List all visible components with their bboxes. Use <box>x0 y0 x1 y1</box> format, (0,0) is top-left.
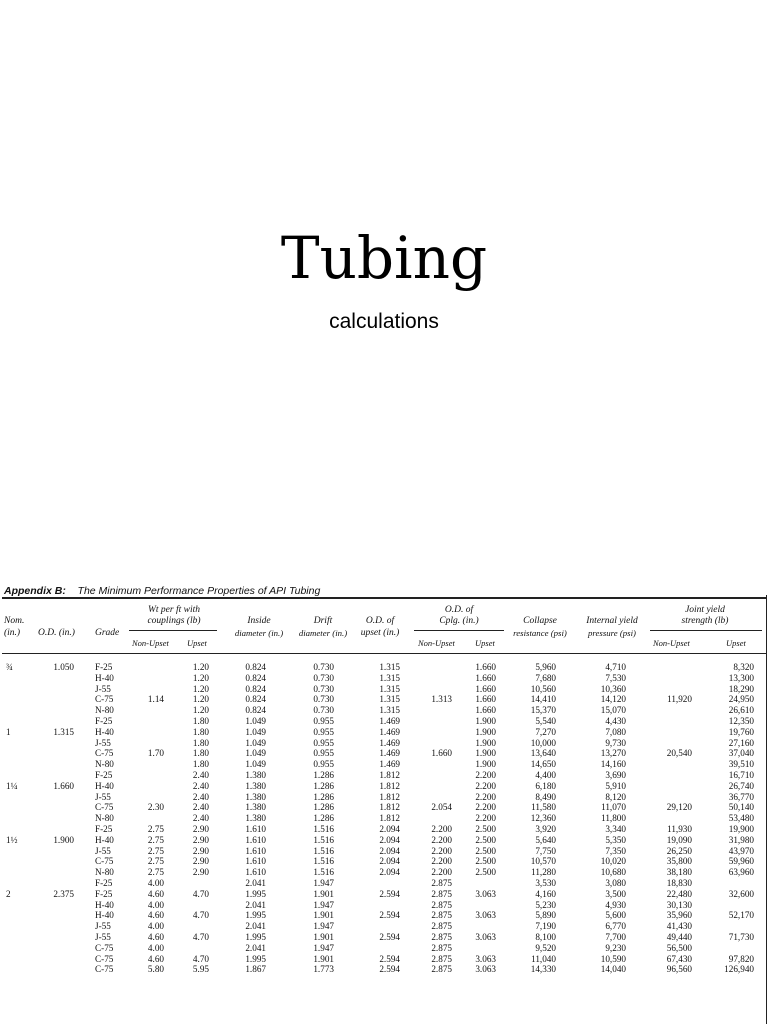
hdr-id: Inside <box>247 616 271 626</box>
col-wt-nonupset: 1.14 1.70 2.30 2.75 2.75 2.75 2.75 2.75 4.00 4.60 4.00 4.60 4.00 4.60 4.00 4.60 5.80 <box>147 694 164 975</box>
hdr-odupset: O.D. of <box>365 616 395 626</box>
right-edge-line <box>766 595 767 1024</box>
col-joint-nonupset: 11,920 20,540 29,120 11,930 19,090 26,250 35,800 38,180 18,830 22,480 30,130 35,960 41,430 49,440 56,500 67,430 96,560 <box>666 694 692 975</box>
col-wt-upset: 1.20 1.20 1.20 1.20 1.20 1.80 1.80 1.80 1.80 1.80 2.40 2.40 2.40 2.40 2.40 2.90 2.90 2.90 2.90 2.90 4.70 4.70 4.70 4.70 5.95 <box>192 662 209 975</box>
col-od: 1.050 1.315 1.660 1.900 2.375 <box>53 662 74 899</box>
col-grade: F-25 H-40 J-55 C-75 N-80 F-25 H-40 J-55 C-75 N-80 F-25 H-40 J-55 C-75 N-80 F-25 H-40 J-55 C-75 N-80 F-25 F-25 H-40 H-40 J-55 J-55 C-75 C-75 C-75 <box>95 662 114 975</box>
hdr-wt: Wt per ft with <box>148 605 200 615</box>
hdr-nom-unit: (in.) <box>4 628 21 638</box>
hdr-odupset2: upset (in.) <box>360 628 400 638</box>
hdr-nom: Nom. <box>4 616 25 626</box>
hdr-cplg2: Cplg. (in.) <box>439 616 479 626</box>
col-nom: ¾ 1 1¼ 1½ 2 <box>6 662 18 899</box>
hdr-cplg-upset: Upset <box>475 638 495 648</box>
hdr-od: O.D. (in.) <box>38 628 75 638</box>
hdr-cplg: O.D. of <box>444 605 474 615</box>
col-internal: 4,710 7,530 10,360 14,120 15,070 4,430 7,080 9,730 13,270 14,160 3,690 5,910 8,120 11,070 11,800 3,340 5,350 7,350 10,020 10,680 3,080 3,500 4,930 5,600 6,770 7,700 9,230 10,590 14,040 <box>600 662 626 975</box>
hdr-wt-nonupset: Non-Upset <box>132 638 169 648</box>
cplg-subrule <box>414 630 504 631</box>
col-collapse: 5,960 7,680 10,560 14,410 15,370 5,540 7,270 10,000 13,640 14,650 4,400 6,180 8,490 11,580 12,360 3,920 5,640 7,750 10,570 11,280 3,530 4,160 5,230 5,890 7,190 8,100 9,520 11,040 14,330 <box>530 662 556 975</box>
hdr-drift: Drift <box>313 616 333 626</box>
header-bottom-rule <box>2 653 766 654</box>
slide-subtitle: calculations <box>329 310 439 333</box>
col-cplg-upset: 1.660 1.660 1.660 1.660 1.660 1.900 1.900 1.900 1.900 1.900 2.200 2.200 2.200 2.200 2.200 2.500 2.500 2.500 2.500 2.500 3.063 3.063 3.063 3.063 3.063 <box>475 662 496 975</box>
wt-subrule <box>129 630 217 631</box>
hdr-collapse2: resistance (psi) <box>513 628 567 638</box>
hdr-joint: Joint yield <box>685 605 725 615</box>
appendix-caption <box>4 585 320 597</box>
col-cplg-nonupset: 1.313 1.660 2.054 2.200 2.200 2.200 2.200 2.200 2.875 2.875 2.875 2.875 2.875 2.875 2.875 2.875 2.875 <box>431 694 452 975</box>
hdr-joint-nonupset: Non-Upset <box>653 638 690 648</box>
col-id: 0.824 0.824 0.824 0.824 0.824 1.049 1.049 1.049 1.049 1.049 1.380 1.380 1.380 1.380 1.380 1.610 1.610 1.610 1.610 1.610 2.041 1.995 2.041 1.995 2.041 1.995 2.041 1.995 1.867 <box>245 662 266 975</box>
hdr-wt-upset: Upset <box>187 638 207 648</box>
appendix-label: Appendix B: <box>4 585 66 597</box>
hdr-internal: Internal yield <box>586 616 638 626</box>
col-joint-upset: 8,320 13,300 18,290 24,950 26,610 12,350 19,760 27,160 37,040 39,510 16,710 26,740 36,770 50,140 53,480 19,900 31,980 43,970 59,960 63,960 32,600 52,170 71,730 97,820 126,940 <box>724 662 754 975</box>
slide-title: Tubing <box>280 224 488 292</box>
appendix-table-image <box>0 583 768 1024</box>
hdr-internal2: pressure (psi) <box>588 628 636 638</box>
hdr-joint2: strength (lb) <box>681 616 729 626</box>
top-rule <box>2 597 766 599</box>
hdr-cplg-nonupset: Non-Upset <box>418 638 455 648</box>
joint-subrule <box>650 630 762 631</box>
hdr-grade: Grade <box>95 628 120 638</box>
col-odupset: 1.315 1.315 1.315 1.315 1.315 1.469 1.469 1.469 1.469 1.469 1.812 1.812 1.812 1.812 1.812 2.094 2.094 2.094 2.094 2.094 2.594 2.594 2.594 2.594 2.594 <box>379 662 400 975</box>
col-drift: 0.730 0.730 0.730 0.730 0.730 0.955 0.955 0.955 0.955 0.955 1.286 1.286 1.286 1.286 1.286 1.516 1.516 1.516 1.516 1.516 1.947 1.901 1.947 1.901 1.947 1.901 1.947 1.901 1.773 <box>313 662 334 975</box>
appendix-title: The Minimum Performance Properties of API Tubing <box>77 585 321 597</box>
hdr-drift2: diameter (in.) <box>298 628 348 638</box>
hdr-wt2: couplings (lb) <box>147 616 201 626</box>
hdr-id2: diameter (in.) <box>234 628 284 638</box>
hdr-joint-upset: Upset <box>726 638 746 648</box>
hdr-collapse: Collapse <box>523 616 557 626</box>
